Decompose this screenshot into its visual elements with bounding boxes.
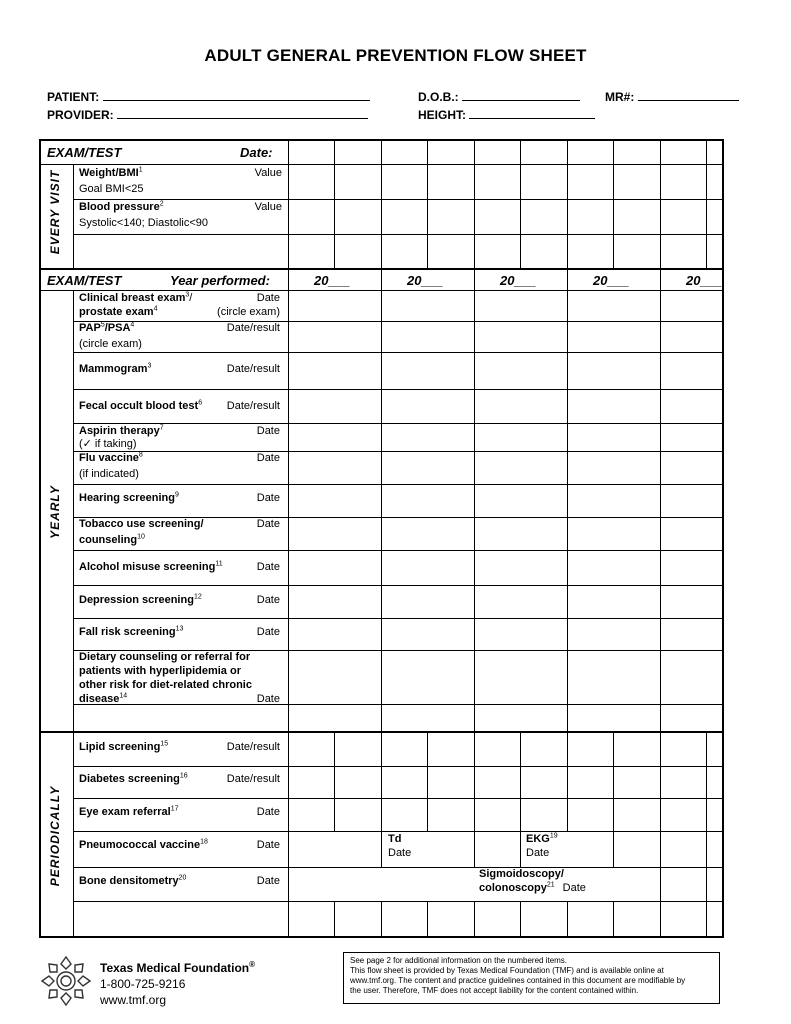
pneumococcal-row: Pneumococcal vaccine$^{18}$ Date — [79, 838, 280, 851]
year-col-3: 20___ — [500, 273, 537, 288]
height-label: HEIGHT: — [418, 108, 466, 122]
aspirin-row: Aspirin therapy$^7$ Date (✓ if taking) — [79, 424, 280, 450]
exam-test-header: EXAM/TEST — [47, 145, 122, 160]
tmf-logo-icon — [40, 955, 92, 1007]
mr-line — [638, 89, 739, 101]
provider-field[interactable] — [47, 107, 368, 122]
year-performed-header: Year performed: — [170, 273, 270, 288]
dob-label: D.O.B.: — [418, 90, 459, 104]
dietary-row: Dietary counseling or referral for patients with hyperlipidemia or other risk for diet-related chronic disease$^{14}$ Date — [79, 651, 280, 705]
org-website[interactable]: www.tmf.org — [100, 993, 167, 1007]
mr-label: MR#: — [605, 90, 635, 104]
patient-line — [103, 89, 370, 101]
periodically-side-label: PERIODICALLY — [48, 785, 62, 887]
every-visit-side-label: EVERY VISIT — [48, 169, 62, 255]
flu-vaccine-row: Flu vaccine$^8$ Date (if indicated) — [79, 451, 280, 480]
provider-line — [117, 107, 368, 119]
eye-exam-row: Eye exam referral$^{17}$ Date — [79, 805, 280, 818]
breast-prostate-row: Clinical breast exam$^3$/ Date prostate exam$^4$ (circle exam) — [79, 291, 280, 318]
depression-row: Depression screening$^{12}$ Date — [79, 593, 280, 606]
hearing-row: Hearing screening$^9$ Date — [79, 491, 280, 504]
footer-note-box: See page 2 for additional information on the numbered items. This flow sheet is provided by Texas Medical Foundation (TMF) and is available online at www.tmf.org. The content and practice guidelines contained in this document are modifiable by the user. Therefore, TMF does not accept liability for the content contained within. — [343, 952, 720, 1004]
year-col-5: 20___ — [686, 273, 723, 288]
page-title: ADULT GENERAL PREVENTION FLOW SHEET — [204, 46, 587, 65]
patient-field[interactable] — [47, 89, 370, 104]
mr-field[interactable] — [605, 89, 739, 104]
fall-risk-row: Fall risk screening$^{13}$ Date — [79, 625, 280, 638]
year-col-1: 20___ — [314, 273, 351, 288]
weight-bmi-row: Weight/BMI$^1$ Value Goal BMI<25 — [79, 166, 282, 195]
bone-density-row: Bone densitometry$^{20}$ Date — [79, 874, 280, 887]
year-col-2: 20___ — [407, 273, 444, 288]
sigmoidoscopy-cell: Sigmoidoscopy/ colonoscopy$^{21}$ Date — [479, 868, 586, 894]
provider-label: PROVIDER: — [47, 108, 114, 122]
blood-pressure-row: Blood pressure$^2$ Value Systolic<140; Diastolic<90 — [79, 200, 282, 229]
mammogram-row: Mammogram$^3$ Date/result — [79, 362, 280, 375]
td-cell: Td Date — [388, 833, 412, 859]
height-line — [469, 107, 595, 119]
lipid-row: Lipid screening$^{15}$ Date/result — [79, 740, 280, 753]
diabetes-row: Diabetes screening$^{16}$ Date/result — [79, 772, 280, 785]
alcohol-row: Alcohol misuse screening$^{11}$ Date — [79, 560, 280, 573]
dob-field[interactable] — [418, 89, 580, 104]
pap-psa-row: PAP$^5$/PSA$^4$ Date/result (circle exam) — [79, 321, 280, 350]
ekg-cell: EKG$^{19}$ Date — [526, 832, 558, 859]
org-phone: 1-800-725-9216 — [100, 977, 186, 991]
dob-line — [462, 89, 580, 101]
org-name: Texas Medical Foundation — [100, 961, 250, 975]
fecal-occult-row: Fecal occult blood test$^6$ Date/result — [79, 399, 280, 412]
patient-label: PATIENT: — [47, 90, 100, 104]
year-col-4: 20___ — [593, 273, 630, 288]
date-header: Date: — [240, 145, 273, 160]
exam-test-header-yearly: EXAM/TEST — [47, 273, 122, 288]
yearly-side-label: YEARLY — [48, 485, 62, 539]
org-block: Texas Medical Foundation® 1-800-725-9216 www.tmf.org — [100, 960, 256, 1007]
height-field[interactable] — [418, 107, 595, 122]
tobacco-row: Tobacco use screening/ Date counseling$^{10}$ — [79, 518, 280, 546]
